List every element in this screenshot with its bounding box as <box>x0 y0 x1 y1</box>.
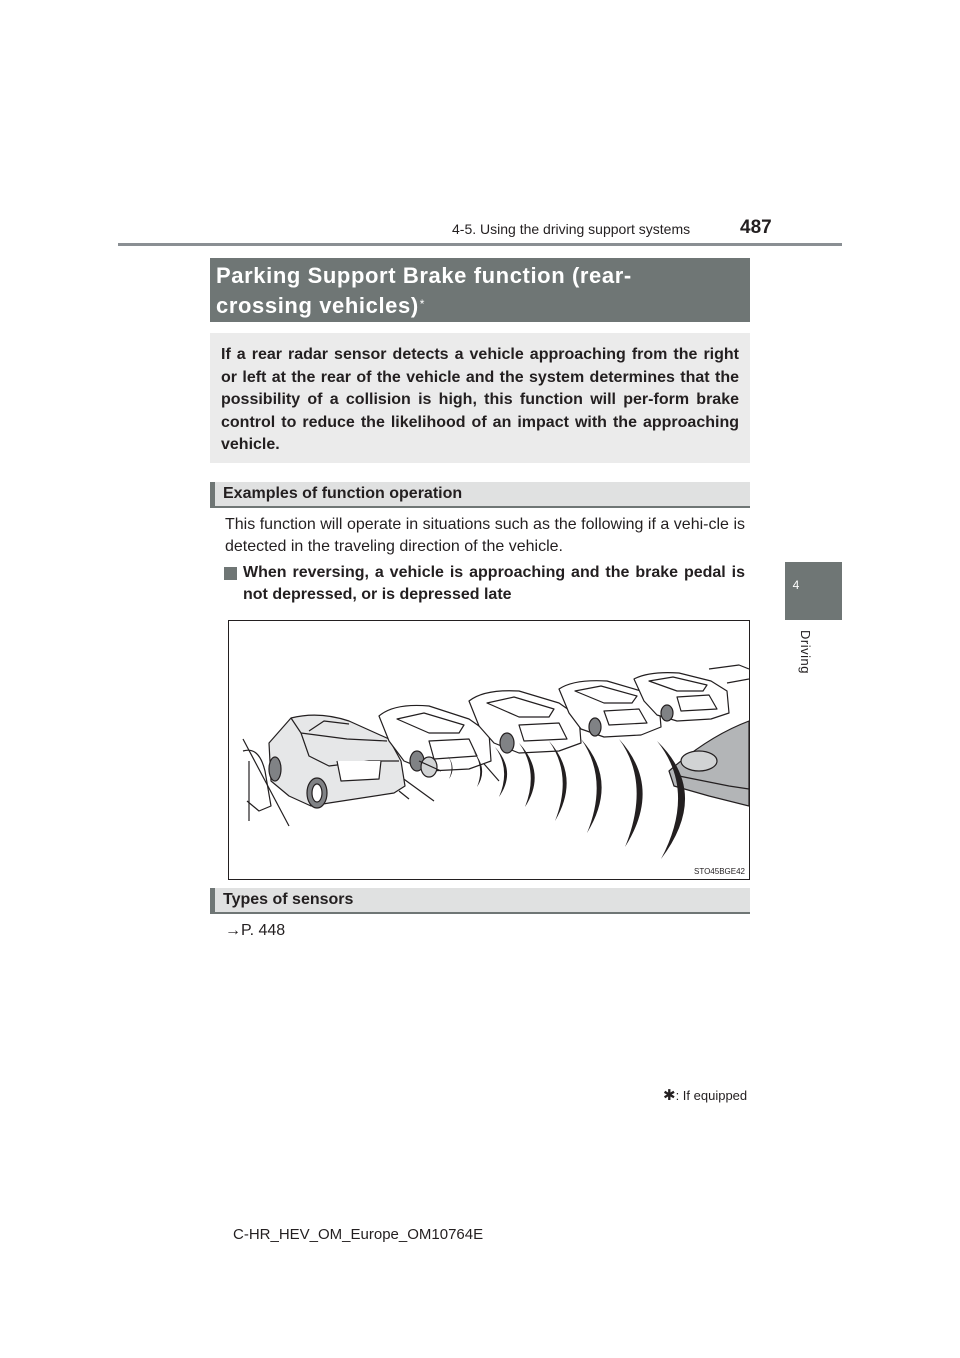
rear-crossing-illustration <box>228 620 750 880</box>
page-number: 487 <box>740 217 772 238</box>
footnote <box>663 1086 747 1104</box>
header-divider <box>118 243 842 246</box>
intro-box <box>210 333 750 463</box>
page-title-box <box>210 258 750 322</box>
intro-text: If a rear radar sensor detects a vehicle approaching from the right or left at the rear of the vehicle and the system determines that the possibility of a collision is high, this function will per-form brake control to reduce the likelihood of an impact with the approaching vehicle. <box>221 346 739 454</box>
page-title-line-2-text: crossing vehicles) <box>216 293 419 318</box>
parking-scene-icon <box>229 621 749 879</box>
footnote-text: : If equipped <box>675 1088 748 1103</box>
figure-code: STO45BGE42 <box>694 867 745 876</box>
page-title-line-2 <box>216 291 750 321</box>
bullet-square-icon <box>224 567 237 580</box>
chapter-tab-number: 4 <box>792 578 800 592</box>
page-reference-link[interactable]: →P. 448 <box>225 922 286 939</box>
equipped-asterisk: * <box>419 297 426 311</box>
document-footer-id: C-HR_HEV_OM_Europe_OM10764E <box>233 1226 484 1243</box>
section-heading-examples: Examples of function operation <box>210 482 750 508</box>
footnote-asterisk-icon: ✱ <box>663 1087 676 1104</box>
section-heading-sensors: Types of sensors <box>210 888 750 914</box>
chapter-tab-label: Driving <box>798 630 813 674</box>
header-section-title: 4-5. Using the driving support systems <box>452 221 691 237</box>
examples-body-text: This function will operate in situations such as the following if a vehi-cle is detected in the traveling direction of the vehicle. <box>225 516 745 555</box>
examples-bullet-text: When reversing, a vehicle is approaching and the brake pedal is not depressed, or is depressed late <box>243 564 745 603</box>
page-title-line-1: Parking Support Brake function (rear- <box>216 263 632 288</box>
